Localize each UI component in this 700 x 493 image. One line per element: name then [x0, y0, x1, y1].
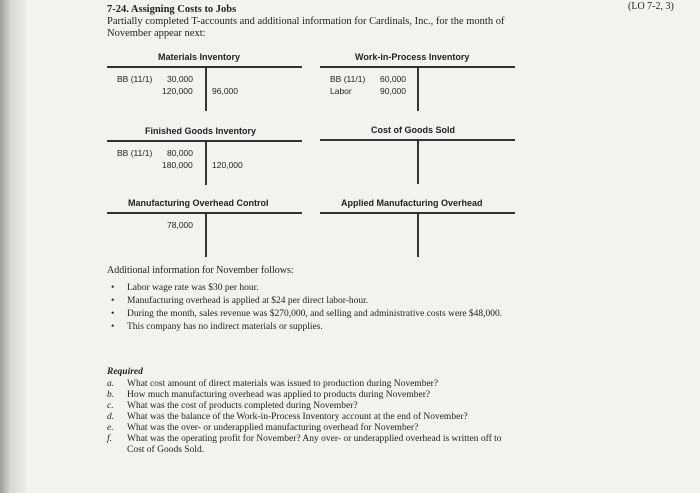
additional-info-heading: Additional information for November follows: — [107, 265, 294, 276]
t-entry-amount: 30,000 — [167, 74, 193, 84]
t-entry-amount: 78,000 — [167, 220, 193, 230]
t-entry-label: Labor — [330, 86, 352, 96]
list-item-text: Labor wage rate was $30 per hour. — [127, 283, 259, 293]
question-text: What was the operating profit for November? Any over- or underapplied overhead is written off to Cost of Goods Sold. — [127, 434, 502, 455]
list-item — [107, 296, 527, 307]
question-text: What cost amount of direct materials was issued to production during November? — [127, 379, 439, 389]
bullet-icon: • — [111, 296, 115, 306]
t-entry-label: BB (11/1) — [117, 74, 153, 84]
t-entry-amount: 90,000 — [380, 86, 406, 96]
problem-intro: Partially completed T-accounts and additional information for Cardinals, Inc., for the month of November appear next: — [107, 16, 505, 39]
t-entry-label: BB (11/1) — [117, 148, 153, 158]
t-account-title: Work-in-Process Inventory — [355, 52, 470, 62]
t-entry-amount: 80,000 — [167, 148, 193, 158]
required-heading: Required — [107, 367, 143, 377]
t-account-title: Cost of Goods Sold — [371, 125, 455, 135]
t-entry-amount: 180,000 — [162, 160, 193, 170]
t-account-divider — [205, 140, 207, 185]
list-item — [107, 322, 527, 333]
bullet-icon: • — [111, 322, 115, 332]
bullet-icon: • — [111, 309, 115, 319]
t-account-divider — [417, 66, 419, 111]
question-letter: b. — [107, 390, 115, 400]
question-item — [107, 412, 521, 423]
list-item — [107, 283, 527, 294]
question-letter: a. — [107, 379, 115, 389]
question-text: How much manufacturing overhead was applied to products during November? — [127, 390, 431, 400]
t-entry-amount: 60,000 — [380, 74, 406, 84]
list-item-text: During the month, sales revenue was $270,000, and selling and administrative costs were $48,000. — [127, 309, 503, 319]
t-account-title: Applied Manufacturing Overhead — [341, 198, 483, 208]
t-account-divider — [417, 139, 419, 184]
list-item-text: Manufacturing overhead is applied at $24 per direct labor-hour. — [127, 296, 369, 306]
question-item — [107, 434, 521, 456]
question-letter: f. — [107, 434, 113, 444]
question-letter: e. — [107, 423, 114, 433]
t-account-divider — [417, 212, 419, 257]
t-entry-amount: 96,000 — [212, 86, 238, 96]
question-letter: c. — [107, 401, 114, 411]
t-entry-label: BB (11/1) — [330, 74, 366, 84]
question-letter: d. — [107, 412, 115, 422]
required-questions — [107, 379, 521, 456]
t-account-title: Manufacturing Overhead Control — [128, 198, 269, 208]
t-entry-amount: 120,000 — [212, 160, 243, 170]
t-account-divider — [205, 212, 207, 257]
learning-objectives: (LO 7-2, 3) — [628, 1, 674, 12]
question-item — [107, 401, 521, 412]
t-account-title: Materials Inventory — [158, 52, 241, 62]
question-item — [107, 423, 521, 434]
bullet-icon: • — [111, 283, 115, 293]
list-item — [107, 309, 527, 320]
question-item — [107, 390, 521, 401]
question-text: What was the cost of products completed during November? — [127, 401, 358, 411]
additional-info-list — [107, 283, 527, 335]
question-text: What was the balance of the Work-in-Process Inventory account at the end of November? — [127, 412, 468, 422]
question-text: What was the over- or underapplied manufacturing overhead for November? — [127, 423, 419, 433]
t-account-divider — [205, 66, 207, 111]
t-account-title: Finished Goods Inventory — [145, 126, 257, 136]
question-item — [107, 379, 521, 390]
problem-title: 7-24. Assigning Costs to Jobs — [107, 4, 237, 15]
list-item-text: This company has no indirect materials or supplies. — [127, 322, 323, 332]
t-entry-amount: 120,000 — [162, 86, 193, 96]
